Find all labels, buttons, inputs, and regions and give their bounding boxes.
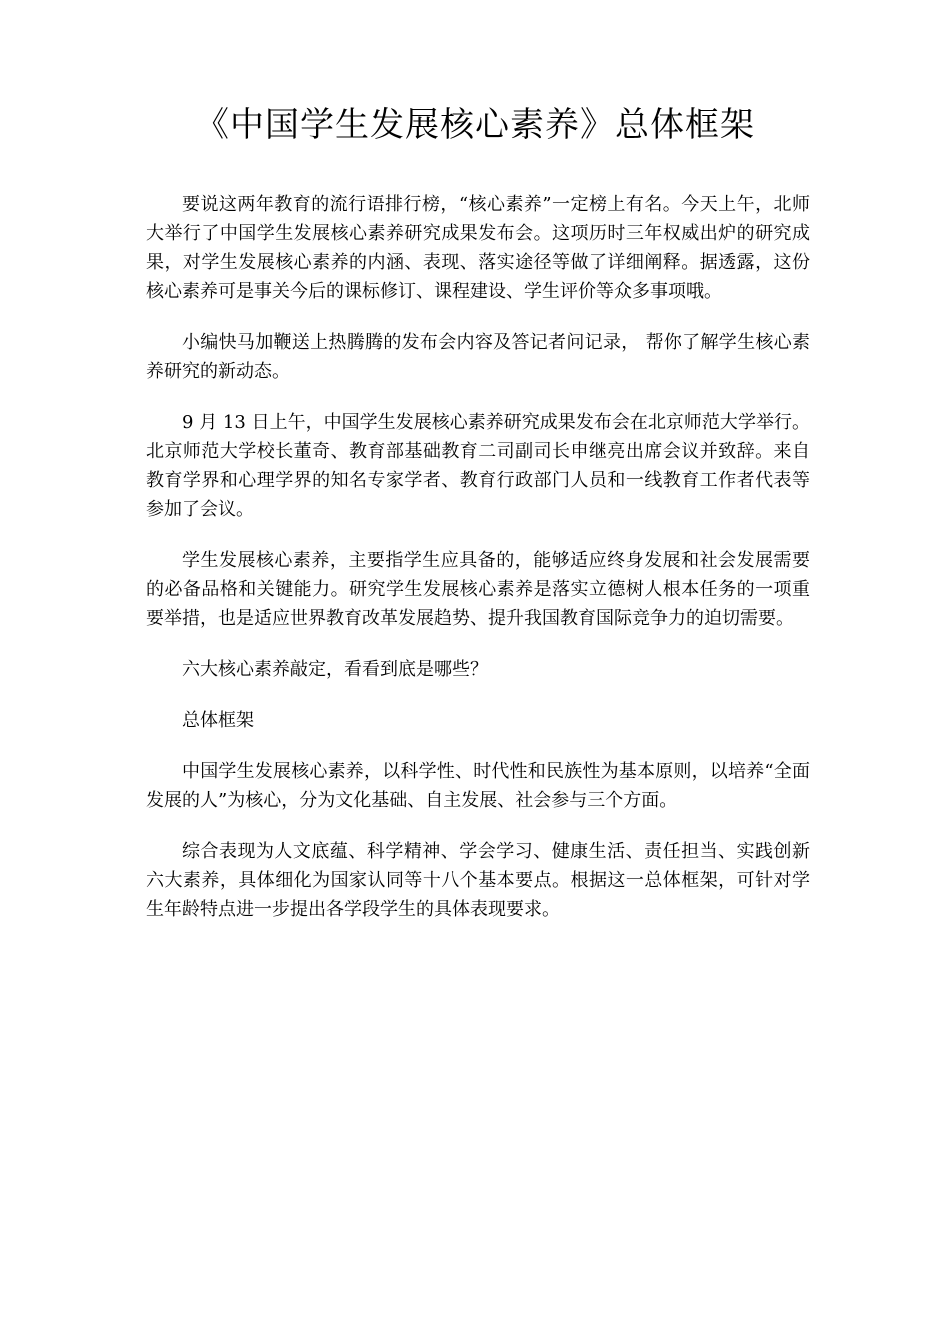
paragraph-intro: 要说这两年教育的流行语排行榜，“核心素养”一定榜上有名。今天上午，北师大举行了中国学生发展核心素养研究成果发布会。这项历时三年权威出炉的研究成果，对学生发展核心素养的内涵、表现、落实途径等做了详细阐释。据透露，这份核心素养可是事关今后的课标修订、课程建设、学生评价等众多事项哦。 — [146, 194, 810, 302]
document-body — [146, 190, 810, 946]
paragraph-editor-note: 小编快马加鞭送上热腾腾的发布会内容及答记者问记录， 帮你了解学生核心素养研究的新动态。 — [146, 332, 810, 382]
paragraph-six-competencies: 综合表现为人文底蕴、科学精神、学会学习、健康生活、责任担当、实践创新六大素养，具体细化为国家认同等十八个基本要点。根据这一总体框架，可针对学生年龄特点进一步提出各学段学生的具体表现要求。 — [146, 841, 810, 920]
section-heading-framework: 总体框架 — [182, 710, 254, 731]
document-title: 《中国学生发展核心素养》总体框架 — [195, 105, 755, 145]
paragraph-framework: 中国学生发展核心素养，以科学性、时代性和民族性为基本原则，以培养“全面发展的人”为核心，分为文化基础、自主发展、社会参与三个方面。 — [146, 761, 810, 811]
paragraph-question: 六大核心素养敲定，看看到底是哪些？ — [182, 659, 488, 680]
paragraph-conference: 9 月 13 日上午，中国学生发展核心素养研究成果发布会在北京师范大学举行。北京师范大学校长董奇、教育部基础教育二司副司长申继亮出席会议并致辞。来自教育学界和心理学界的知名专家学者、教育行政部门人员和一线教育工作者代表等参加了会议。 — [146, 412, 810, 520]
paragraph-definition: 学生发展核心素养，主要指学生应具备的，能够适应终身发展和社会发展需要的必备品格和关键能力。研究学生发展核心素养是落实立德树人根本任务的一项重要举措，也是适应世界教育改革发展趋势、提升我国教育国际竞争力的迫切需要。 — [146, 550, 810, 629]
